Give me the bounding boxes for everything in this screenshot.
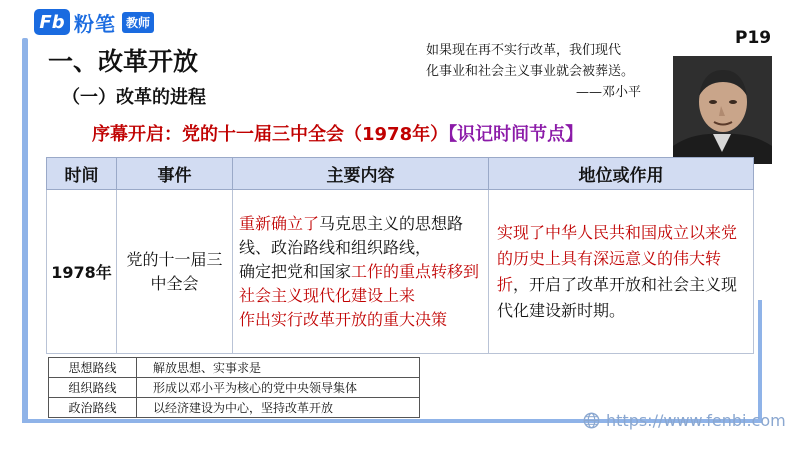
logo-text: 粉笔 [74,11,116,36]
section-banner [92,120,583,146]
content-paragraph-2 [239,260,482,308]
left-frame-bar [22,38,28,423]
quote-line-2: 化事业和社会主义事业就会被葬送。 [426,64,635,79]
header-content: 主要内容 [233,158,489,190]
header-role: 地位或作用 [489,158,754,190]
logo-badge: 教师 [122,12,154,33]
quote-attribution: ——邓小平 [576,85,642,100]
url-text[interactable]: https://www.fenbi.com [606,411,786,430]
fenbi-logo [34,8,154,36]
line-value: 形成以邓小平为核心的党中央领导集体 [137,378,420,398]
content-paragraph-1 [239,212,482,260]
line-key: 政治路线 [49,398,137,418]
role-highlight: 实现了中华人民共和国成立以来党的历史上具有深远意义的伟大转折 [497,222,738,294]
table-row [49,358,420,378]
globe-icon [583,412,600,429]
line-value: 解放思想、实事求是 [137,358,420,378]
content-p2-highlight: 工作的重点转移到社会主义现代化建设上来 [239,261,480,305]
table-row [49,398,420,418]
content-p1-text: 马克思主义的思想路线、政治路线和组织路线， [239,213,464,257]
portrait-image [673,56,772,164]
content-paragraph-3: 作出实行改革开放的重大决策 [239,309,448,329]
portrait-photo [673,56,772,164]
table-row [49,378,420,398]
page-title: 一、改革开放 [48,47,199,76]
quote-line-1: 如果现在再不实行改革，我们现代 [426,43,622,58]
role-text: 开启了改革开放和社会主义现代化建设新时期。 [497,274,738,320]
content-p2-text: 确定把党和国家 [239,261,352,281]
section-subtitle: （一）改革的进程 [62,87,206,108]
header-time: 时间 [47,158,117,190]
logo-mark: Fb [34,9,70,35]
right-frame-bar [758,300,762,423]
cell-event: 党的十一届三中全会 [117,190,233,354]
banner-tag: 【识记时间节点】 [448,124,584,145]
content-p1-highlight: 重新确立了 [239,213,320,233]
role-comma: ， [513,274,530,294]
header-event: 事件 [117,158,233,190]
cell-role [489,190,754,354]
party-lines-table [48,357,420,418]
table-header-row [47,158,754,190]
quote-block [426,40,670,103]
line-key: 组织路线 [49,378,137,398]
line-value: 以经济建设为中心，坚持改革开放 [137,398,420,418]
line-key: 思想路线 [49,358,137,378]
cell-content [233,190,489,354]
page-number: P19 [735,28,772,48]
reform-table [46,157,754,354]
banner-text: 序幕开启：党的十一届三中全会（1978年） [92,124,449,145]
footer-url[interactable] [583,411,786,430]
cell-time: 1978年 [47,190,117,354]
table-row [47,190,754,354]
